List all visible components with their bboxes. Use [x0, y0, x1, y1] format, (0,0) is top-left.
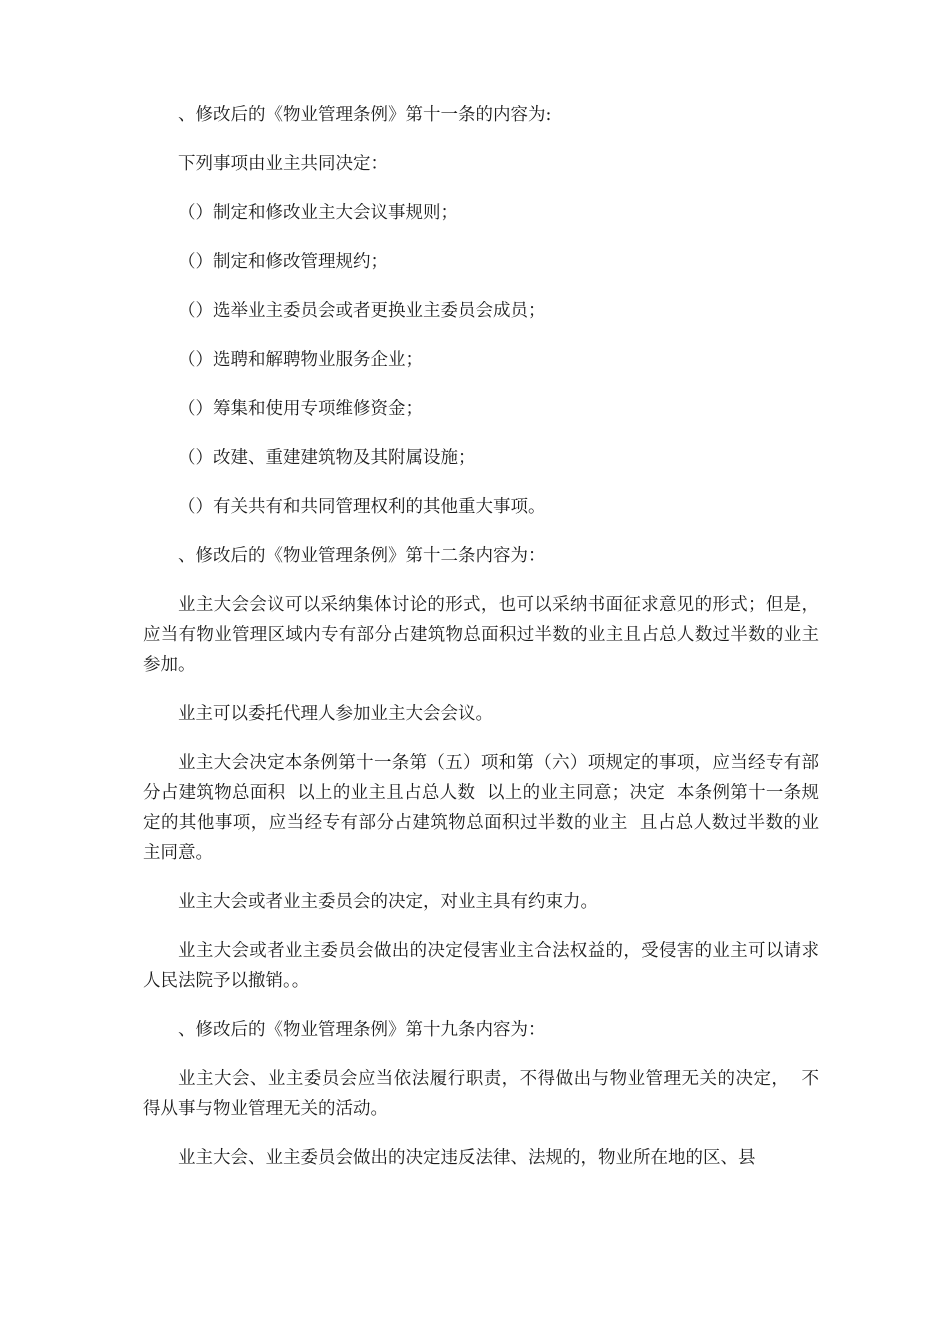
list-item-statute: （）制定和修改管理规约； [178, 252, 388, 272]
paragraph-violation: 业主大会、业主委员会做出的决定违反法律、法规的，物业所在地的区、县 [178, 1148, 756, 1168]
list-item-committee: （）选举业主委员会或者更换业主委员会成员； [178, 301, 546, 321]
list-item-rules: （）制定和修改业主大会议事规则； [178, 203, 458, 223]
paragraph-duties: 业主大会、业主委员会应当依法履行职责，不得做出与物业管理无关的决定， 不得从事与物业管理无关的活动。 [143, 1069, 819, 1119]
list-item-rebuild: （）改建、重建建筑物及其附属设施； [178, 448, 476, 468]
paragraph-decision-threshold: 业主大会决定本条例第十一条第（五）项和第（六）项规定的事项，应当经专有部分占建筑物总面积 以上的业主且占总人数 以上的业主同意；决定 本条例第十一条规定的其他事项，应当经专有部分占建筑物总面积过半数的业主 且占总人数过半数的业主同意。 [143, 753, 819, 863]
list-item-maintenance-fund: （）筹集和使用专项维修资金； [178, 399, 423, 419]
paragraph-proxy: 业主可以委托代理人参加业主大会会议。 [178, 704, 493, 724]
document-page [143, 100, 819, 1192]
paragraph-revocation: 业主大会或者业主委员会做出的决定侵害业主合法权益的，受侵害的业主可以请求人民法院予以撤销。。 [143, 941, 819, 991]
paragraph-article-11-heading: 、修改后的《物业管理条例》第十一条的内容为: [178, 105, 552, 125]
paragraph-meeting-form: 业主大会会议可以采纳集体讨论的形式，也可以采纳书面征求意见的形式；但是，应当有物业管理区域内专有部分占建筑物总面积过半数的业主且占总人数过半数的业主参加。 [143, 595, 819, 675]
paragraph-article-19-heading: 、修改后的《物业管理条例》第十九条内容为： [178, 1020, 546, 1040]
list-item-other-matters: （）有关共有和共同管理权利的其他重大事项。 [178, 497, 546, 517]
list-item-service-company: （）选聘和解聘物业服务企业； [178, 350, 423, 370]
paragraph-article-12-heading: 、修改后的《物业管理条例》第十二条内容为： [178, 546, 546, 566]
paragraph-binding-force: 业主大会或者业主委员会的决定，对业主具有约束力。 [178, 892, 598, 912]
paragraph-owners-decide: 下列事项由业主共同决定： [178, 154, 388, 174]
